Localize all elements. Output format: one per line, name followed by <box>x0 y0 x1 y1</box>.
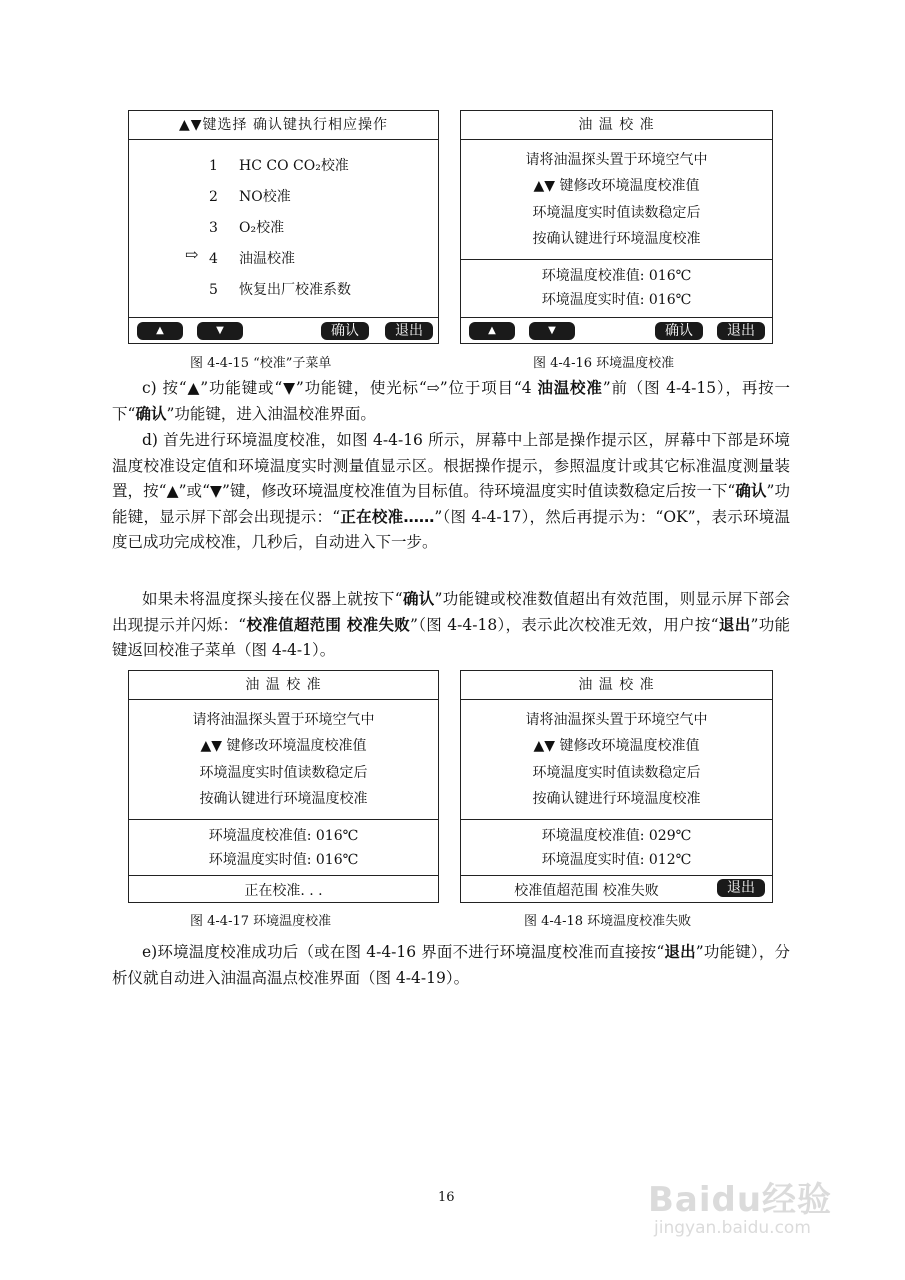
watermark-brand: Baidu经验 <box>648 1180 833 1220</box>
fig18-real-value: 环境温度实时值: 012℃ <box>541 852 692 868</box>
fig17-prompt-4: 按确认键进行环境温度校准 <box>199 791 368 807</box>
fig18-divider-2 <box>461 875 772 876</box>
fig16-header: 油 温 校 准 <box>461 111 772 140</box>
up-button[interactable]: ▲ <box>137 322 183 340</box>
fig18-prompt-3: 环境温度实时值读数稳定后 <box>532 765 701 781</box>
fig17-divider-1 <box>129 819 438 820</box>
cursor-arrow-icon: ⇨ <box>185 245 199 264</box>
paragraph-failure: 如果未将温度探头接在仪器上就按下“确认”功能键或校准数值超出有效范围，则显示屏下部会出现提示并闪烁：“校准值超范围 校准失败”（图 4-4-18），表示此次校准无效，用户按“退出”功能键返回校准子菜单（图 4-4-1）。 <box>112 590 790 659</box>
fig16-prompt-1: 请将油温探头置于环境空气中 <box>525 152 708 168</box>
menu-item-5[interactable]: 5 恢复出厂校准系数 <box>209 282 351 298</box>
fig15-caption: 图 4-4-15 “校准”子菜单 <box>190 356 332 371</box>
fig17-divider-2 <box>129 875 438 876</box>
fig18-prompt-4: 按确认键进行环境温度校准 <box>532 791 701 807</box>
fig17-prompt-1: 请将油温探头置于环境空气中 <box>192 712 375 728</box>
fig17-prompt-3: 环境温度实时值读数稳定后 <box>199 765 368 781</box>
watermark-url: jingyan.baidu.com <box>654 1218 811 1238</box>
fig17-status: 正在校准. . . <box>244 883 323 899</box>
paragraph-c: c) 按“▲”功能键或“▼”功能键，使光标“⇨”位于项目“4 油温校准”前（图 4-4-15），再按一下“确认”功能键，进入油温校准界面。 <box>112 379 790 423</box>
fig17-screen <box>128 670 439 903</box>
page-number: 16 <box>438 1190 455 1205</box>
fig16-cal-value: 环境温度校准值: 016℃ <box>541 268 692 284</box>
baidu-watermark <box>640 1168 870 1248</box>
fig17-header: 油 温 校 准 <box>129 671 438 700</box>
fig18-caption: 图 4-4-18 环境温度校准失败 <box>524 914 692 929</box>
fig16-real-value: 环境温度实时值: 016℃ <box>541 292 692 308</box>
menu-item-3[interactable]: 3 O₂校准 <box>209 220 285 236</box>
fig17-cal-value: 环境温度校准值: 016℃ <box>208 828 359 844</box>
menu-item-4[interactable]: 4 油温校准 <box>209 251 295 267</box>
confirm-button[interactable]: 确认 <box>655 322 703 340</box>
fig18-cal-value: 环境温度校准值: 029℃ <box>541 828 692 844</box>
fig18-divider-1 <box>461 819 772 820</box>
exit-button[interactable]: 退出 <box>717 879 765 897</box>
down-button[interactable]: ▼ <box>197 322 243 340</box>
menu-item-2[interactable]: 2 NO校准 <box>209 189 291 205</box>
fig16-divider-2 <box>461 317 772 318</box>
fig18-status: 校准值超范围 校准失败 <box>514 883 659 899</box>
fig15-divider <box>129 317 438 318</box>
exit-button[interactable]: 退出 <box>717 322 765 340</box>
fig18-screen <box>460 670 773 903</box>
fig17-prompt-2: ▲▼ 键修改环境温度校准值 <box>200 738 367 754</box>
up-button[interactable]: ▲ <box>469 322 515 340</box>
fig17-caption: 图 4-4-17 环境温度校准 <box>190 914 332 929</box>
fig18-prompt-2: ▲▼ 键修改环境温度校准值 <box>533 738 700 754</box>
fig16-caption: 图 4-4-16 环境温度校准 <box>533 356 675 371</box>
down-button[interactable]: ▼ <box>529 322 575 340</box>
exit-button[interactable]: 退出 <box>385 322 433 340</box>
fig17-real-value: 环境温度实时值: 016℃ <box>208 852 359 868</box>
menu-item-1[interactable]: 1 HC CO CO₂校准 <box>209 158 349 174</box>
fig16-prompt-2: ▲▼ 键修改环境温度校准值 <box>533 178 700 194</box>
fig16-prompt-3: 环境温度实时值读数稳定后 <box>532 205 701 221</box>
paragraph-final: e)环境温度校准成功后（或在图 4-4-16 界面不进行环境温度校准而直接按“退出”功能键），分析仪就自动进入油温高温点校准界面（图 4-4-19）。 <box>112 943 790 987</box>
fig18-prompt-1: 请将油温探头置于环境空气中 <box>525 712 708 728</box>
fig15-screen <box>128 110 439 344</box>
paragraph-d: d) 首先进行环境温度校准，如图 4-4-16 所示，屏幕中上部是操作提示区，屏幕中下部是环境温度校准设定值和环境温度实时测量值显示区。根据操作提示，参照温度计或其它标准温度测量装置，按“▲”或“▼”键，修改环境温度校准值为目标值。待环境温度实时值读数稳定后按一下“确认”功能键，显示屏下部会出现提示：“正在校准……”（图 4-4-17），然后再提示为：“OK”，表示环境温度已成功完成校准，几秒后，自动进入下一步。 <box>112 431 790 551</box>
confirm-button[interactable]: 确认 <box>321 322 369 340</box>
fig16-screen <box>460 110 773 344</box>
fig16-prompt-4: 按确认键进行环境温度校准 <box>532 231 701 247</box>
fig15-header: ▲▼键选择 确认键执行相应操作 <box>129 111 438 140</box>
fig16-divider-1 <box>461 259 772 260</box>
fig18-header: 油 温 校 准 <box>461 671 772 700</box>
